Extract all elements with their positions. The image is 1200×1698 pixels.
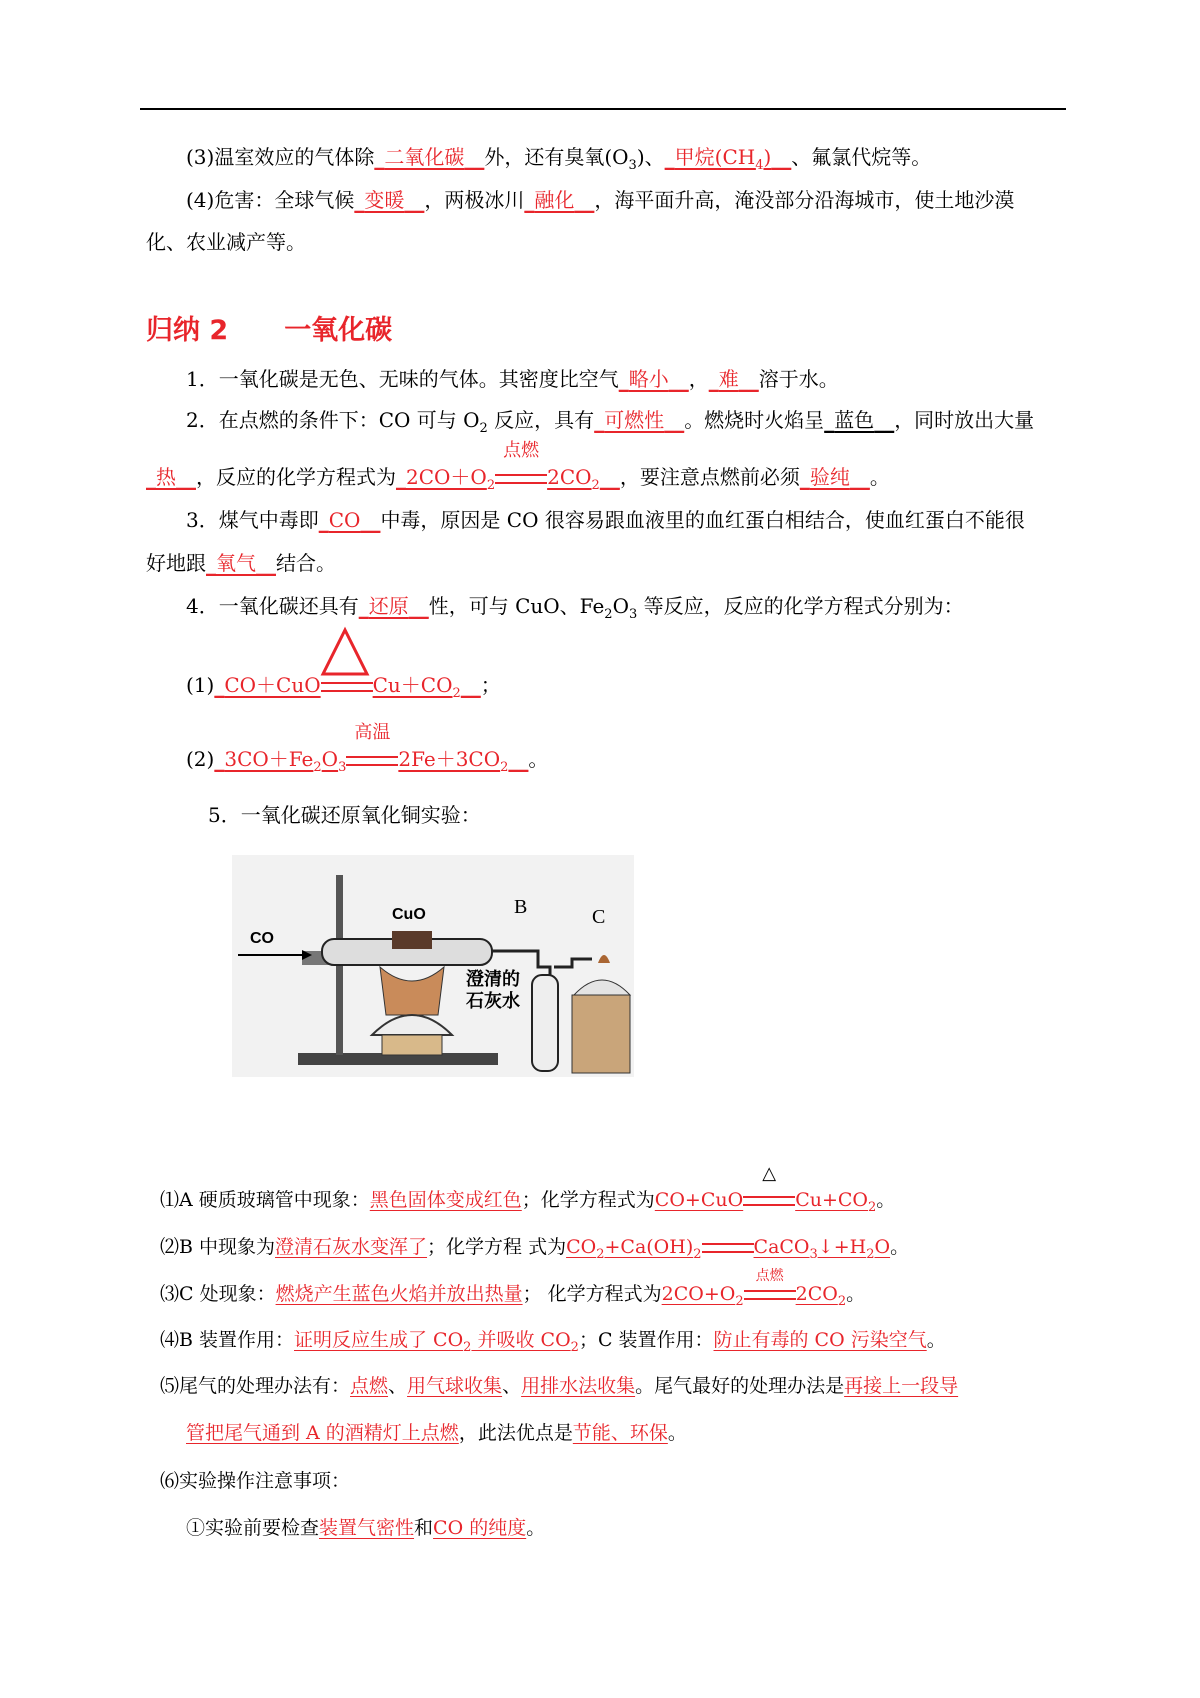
text: ，两极冰川 <box>424 188 525 212</box>
item-3: 3．煤气中毒即_CO__中毒，原因是 CO 很容易跟血液里的血红蛋白相结合，使血红蛋白不能很 <box>186 508 1025 532</box>
answer: 管把尾气通到 A 的酒精灯上点燃 <box>186 1422 459 1444</box>
header-rule <box>140 108 1066 110</box>
answer: _热__ <box>146 465 196 489</box>
text: 、氟氯代烷等。 <box>791 145 932 169</box>
item-5: 5．一氧化碳还原氧化铜实验： <box>208 803 481 827</box>
answer: 证明反应生成了 $CO_2$ 并吸收 $CO_2$ <box>294 1329 579 1355</box>
question-7: ①实验前要检查装置气密性和CO 的纯度。 <box>186 1517 546 1539</box>
item-2b: _热__，反应的化学方程式为$\_2CO+O_2$ 点燃 $2CO_2\_\_$，要注意点燃前必须_验纯__。 <box>146 440 890 493</box>
text: 外，还有臭氧(O <box>484 145 629 169</box>
heading-title: 一氧化碳 <box>284 315 393 346</box>
question-1: ⑴A 硬质玻璃管中现象：黑色固体变成红色；化学方程式为CO+CuO △ $Cu+CO_2$。 <box>160 1163 896 1215</box>
answer-blue: _蓝色__ <box>824 408 895 432</box>
answer: 黑色固体变成红色 <box>369 1189 522 1211</box>
line-4 <box>186 185 1066 215</box>
question-3: ⑶C 处现象：燃烧产生蓝色火焰并放出热量； 化学方程式为$2CO+O_2$ 点燃 $2CO_2$。 <box>160 1268 866 1309</box>
question-6: ⑹实验操作注意事项： <box>160 1470 351 1492</box>
item-1: 1．一氧化碳是无色、无味的气体。其密度比空气_略小__，_难__溶于水。 <box>186 367 839 391</box>
equation-burn: $\_2CO+O_2$ 点燃 $2CO_2\_\_$ <box>396 440 620 493</box>
question-4: ⑷B 装置作用：证明反应生成了 $CO_2$ 并吸收 $CO_2$；C 装置作用：防止有毒的 CO 污染空气。 <box>160 1329 946 1355</box>
answer: 再接上一段导 <box>844 1375 959 1397</box>
equation: $CO_2+Ca(OH)_2$ $CaCO_3↓+H_2O$ <box>566 1236 891 1262</box>
delta-icon <box>317 624 373 684</box>
answer: _难__ <box>708 367 759 391</box>
text: ，海平面升高，淹没部分沿海城市，使土地沙漠 <box>594 188 1015 212</box>
line-4b: 化、农业减产等。 <box>146 230 306 254</box>
question-2: ⑵B 中现象为澄清石灰水变浑了；化学方程 式为$CO_2+Ca(OH)_2$ $CaCO_3↓+H_2O$。 <box>160 1236 910 1262</box>
label-b: B <box>514 896 528 918</box>
question-5: ⑸尾气的处理办法有：点燃、用气球收集、用排水法收集。尾气最好的处理办法是再接上一段导 <box>160 1375 959 1397</box>
answer: 用排水法收集 <box>521 1375 636 1397</box>
answer: CO 的纯度 <box>433 1517 527 1539</box>
answer: _氧气__ <box>206 551 276 575</box>
answer: _可燃性__ <box>594 408 685 432</box>
answer-melt: _融化__ <box>524 188 595 212</box>
answer: 点燃 <box>350 1375 389 1397</box>
label-cuo: CuO <box>392 906 426 923</box>
equation: CO+CuO △ $Cu+CO_2$ <box>654 1163 877 1215</box>
section-heading <box>146 308 392 347</box>
answer: 燃烧产生蓝色火焰并放出热量 <box>275 1283 523 1305</box>
answer-warm: _变暖__ <box>354 188 425 212</box>
answer: 澄清石灰水变浑了 <box>275 1236 428 1258</box>
answer: 装置气密性 <box>319 1517 415 1539</box>
item-2: 2．在点燃的条件下：CO 可与 $O_2$ 反应，具有_可燃性__。燃烧时火焰呈_蓝色__，同时放出大量 <box>186 408 1035 436</box>
answer-co2: _二氧化碳__ <box>374 145 485 169</box>
equation-cuo: _CO＋CuO $Cu+CO_2\_\_$ <box>214 673 480 697</box>
question-5b: 管把尾气通到 A 的酒精灯上点燃，此法优点是节能、环保。 <box>186 1422 687 1444</box>
answer: 节能、环保 <box>572 1422 668 1444</box>
item-4: 4．一氧化碳还具有_还原__性，可与 CuO、$Fe_2O_3$ 等反应，反应的化学方程式分别为： <box>186 594 964 622</box>
answer-ch4: _甲烷$(CH_4)\_\_$ <box>664 145 792 173</box>
line-3 <box>186 142 1066 181</box>
item-3b: 好地跟_氧气__结合。 <box>146 551 336 575</box>
equation: $2CO+O_2$ 点燃 $2CO_2$ <box>661 1268 847 1309</box>
answer: _还原__ <box>358 594 429 618</box>
label-c: C <box>592 906 606 928</box>
sub: 3 <box>628 158 637 173</box>
label-lime-1: 澄清的 <box>466 969 520 990</box>
answer: 防止有毒的 CO 污染空气 <box>713 1329 927 1351</box>
text: (4)危害：全球气候 <box>186 188 355 212</box>
text: (3)温室效应的气体除 <box>186 145 375 169</box>
heading-number: 归纳 2 <box>146 315 229 346</box>
answer: _验纯__ <box>799 465 870 489</box>
equation-1: (1)_CO＋CuO $Cu+CO_2\_\_$； <box>186 670 1066 709</box>
answer: 用气球收集 <box>407 1375 503 1397</box>
answer: _略小__ <box>618 367 689 391</box>
answer: _CO__ <box>318 508 381 532</box>
label-co: CO <box>250 930 274 947</box>
text: )、 <box>636 145 665 169</box>
label-lime-2: 石灰水 <box>466 991 520 1012</box>
equation-2: $(2)\_3CO+Fe_2O_3$ 高温 $2Fe+3CO_2\_\_$。 <box>186 722 549 775</box>
apparatus-figure <box>232 855 634 1077</box>
equation-fe2o3: $\_3CO+Fe_2O_3$ 高温 $2Fe+3CO_2\_\_$ <box>214 722 529 775</box>
